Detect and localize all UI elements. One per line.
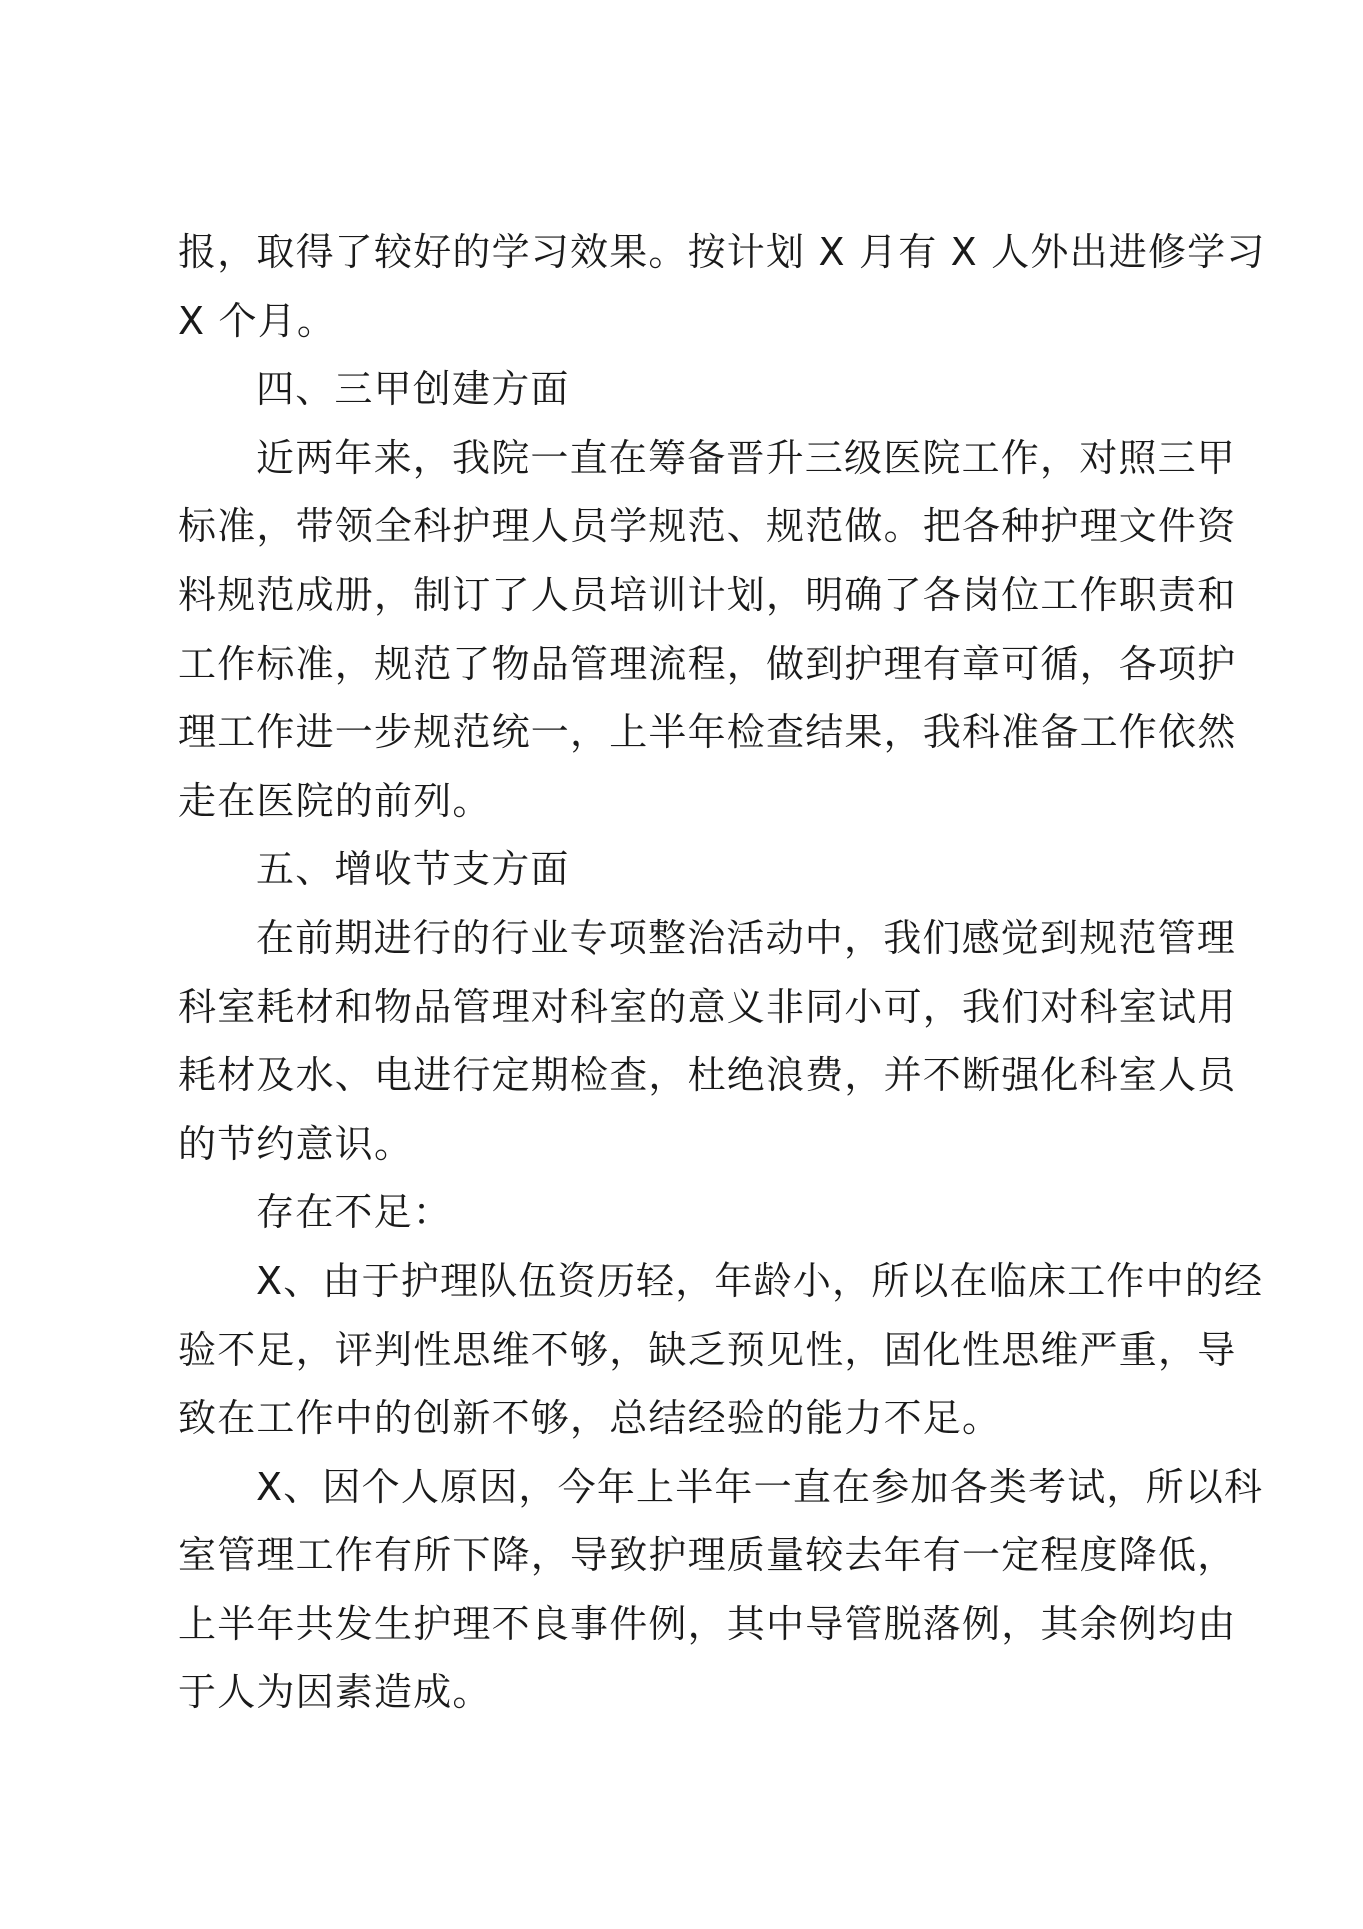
paragraph-shortcoming-1 [178, 1247, 1264, 1453]
heading-text: 存在不足： [256, 1190, 453, 1235]
text-line: 标准，带领全科护理人员学规范、规范做。把各种护理文件资 [178, 504, 1237, 549]
text-line: 科室耗材和物品管理对科室的意义非同小可，我们对科室试用 [178, 984, 1237, 1029]
text-line: 于人为因素造成。 [178, 1670, 492, 1715]
document-body [178, 218, 1266, 1727]
paragraph-shortcoming-2 [178, 1453, 1264, 1727]
text-line: 在前期进行的行业专项整治活动中，我们感觉到规范管理 [256, 915, 1237, 960]
text-line: X、由于护理队伍资历轻，年龄小，所以在临床工作中的经 [256, 1258, 1264, 1303]
shortcomings-heading [178, 1178, 1188, 1247]
paragraph-continuation [178, 218, 1266, 355]
text-line: 近两年来，我院一直在筹备晋升三级医院工作，对照三甲 [256, 435, 1237, 480]
paragraph-section-4 [178, 424, 1237, 836]
text-line: 致在工作中的创新不够，总结经验的能力不足。 [178, 1396, 1002, 1441]
text-line: 料规范成册，制订了人员培训计划，明确了各岗位工作职责和 [178, 572, 1237, 617]
text-line: 的节约意识。 [178, 1121, 414, 1166]
heading-text: 四、三甲创建方面 [256, 367, 570, 412]
text-line: X 个月。 [178, 298, 337, 343]
section-heading-5 [178, 835, 1188, 904]
text-line: 工作标准，规范了物品管理流程，做到护理有章可循，各项护 [178, 641, 1237, 686]
text-line: 报，取得了较好的学习效果。按计划 X 月有 X 人外出进修学习 [178, 230, 1266, 274]
text-line: 走在医院的前列。 [178, 778, 492, 823]
text-line: 室管理工作有所下降，导致护理质量较去年有一定程度降低， [178, 1533, 1237, 1578]
text-line: 耗材及水、电进行定期检查，杜绝浪费，并不断强化科室人员 [178, 1053, 1237, 1098]
section-heading-4 [178, 355, 1188, 424]
text-line: 理工作进一步规范统一，上半年检查结果，我科准备工作依然 [178, 710, 1237, 755]
text-line: 上半年共发生护理不良事件例，其中导管脱落例，其余例均由 [178, 1601, 1237, 1646]
text-line: 验不足，评判性思维不够，缺乏预见性，固化性思维严重，导 [178, 1327, 1237, 1372]
text-line: X、因个人原因，今年上半年一直在参加各类考试，所以科 [256, 1464, 1264, 1509]
paragraph-section-5 [178, 904, 1237, 1178]
heading-text: 五、增收节支方面 [256, 847, 570, 892]
